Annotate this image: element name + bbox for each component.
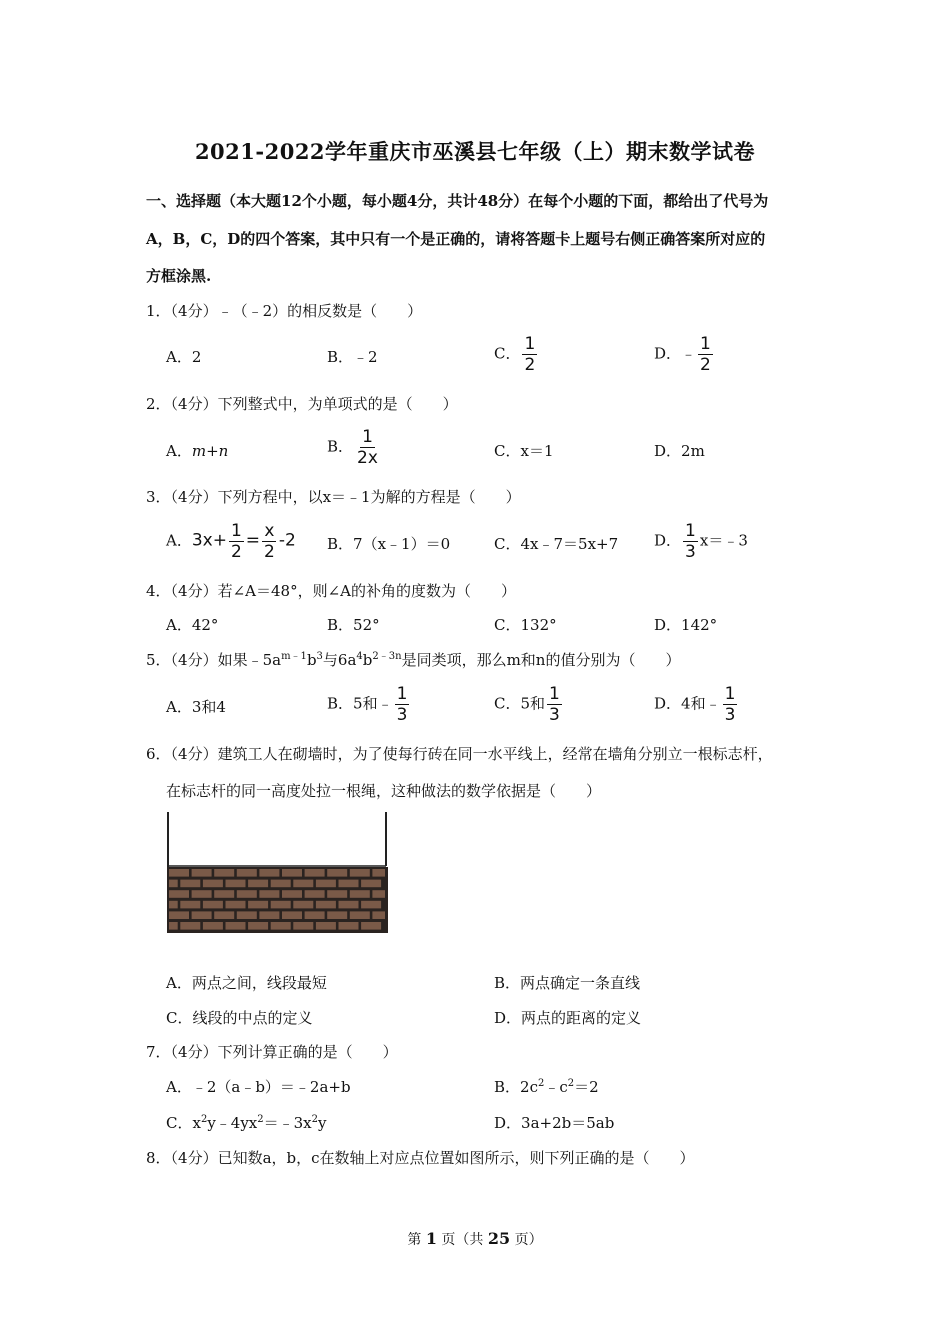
fraction: $\frac{1}{2}$ <box>524 334 536 375</box>
brick <box>271 880 291 888</box>
brick <box>169 911 189 919</box>
brick <box>361 901 381 909</box>
brick <box>203 901 223 909</box>
question-2-stem: 2．（4分）下列整式中，为单项式的是（ ） <box>146 395 458 413</box>
brick <box>169 922 178 930</box>
q6-option-d: D．两点的距离的定义 <box>494 1009 642 1027</box>
page-footer: 第 1 页（共 25 页） <box>407 1229 543 1248</box>
brick <box>169 869 189 877</box>
question-1-stem: 1．（4分）﹣（﹣2）的相反数是（ ） <box>146 302 423 320</box>
brick <box>305 890 325 898</box>
question-6-stem-line-2: 在标志杆的同一高度处拉一根绳，这种做法的数学依据是（ ） <box>166 782 602 800</box>
q1-option-d: D．﹣ $\frac{1}{2}$ <box>654 334 711 375</box>
q4-option-c: C．132° <box>494 616 557 634</box>
brick <box>203 922 223 930</box>
brick <box>192 890 212 898</box>
q6-option-b: B．两点确定一条直线 <box>494 974 641 992</box>
page-number: 1 <box>425 1229 437 1248</box>
q3-option-a: A．3x+ $\frac{1}{2}$ = $\frac{x}{2}$ -2 <box>166 521 296 562</box>
brick <box>248 880 268 888</box>
brick <box>169 880 178 888</box>
q3-option-b: B．7（x﹣1）＝0 <box>327 535 451 553</box>
brick <box>305 869 325 877</box>
q2-option-d: D．2m <box>654 442 705 460</box>
brick <box>180 922 200 930</box>
fraction: $\frac{1}{2}$ <box>700 334 711 375</box>
brick <box>271 922 291 930</box>
brick <box>293 901 313 909</box>
brick <box>169 901 178 909</box>
brick <box>316 880 336 888</box>
brick <box>282 890 302 898</box>
q5-option-b: B．5和﹣ $\frac{1}{3}$ <box>327 684 408 725</box>
brick <box>248 922 268 930</box>
brick <box>350 869 370 877</box>
page-total: 25 <box>487 1229 511 1248</box>
brick <box>327 869 347 877</box>
brick <box>361 880 381 888</box>
brick <box>180 901 200 909</box>
brick <box>226 901 246 909</box>
brick <box>316 922 336 930</box>
brick <box>350 890 370 898</box>
question-3-stem: 3．（4分）下列方程中，以x＝﹣1为解的方程是（ ） <box>146 488 521 506</box>
q2-option-b: B． $\frac{1}{2x}$ <box>327 427 378 468</box>
question-6-stem-line-1: 6．（4分）建筑工人在砌墙时，为了使每行砖在同一水平线上，经常在墙角分别立一根标志杆， <box>146 745 773 763</box>
brick <box>192 869 212 877</box>
brick <box>214 869 234 877</box>
brick <box>282 869 302 877</box>
question-4-stem: 4．（4分）若∠A＝48°，则∠A的补角的度数为（ ） <box>146 582 516 600</box>
question-5-stem: 5．（4分）如果$﹣5a^{m﹣1}b^3$与$6a^4b^{2﹣3n}$是同类项，那么m和n的值分别为（ ） <box>146 651 681 669</box>
brick <box>293 880 313 888</box>
q7-option-d: D．3a+2b＝5ab <box>494 1114 615 1132</box>
brick <box>248 901 268 909</box>
brick <box>327 890 347 898</box>
q7-option-c: C．$x^2y﹣4yx^2=﹣3x^2y$ <box>166 1114 327 1132</box>
section-instructions-line-1: 一、选择题（本大题12个小题，每小题4分，共计48分）在每个小题的下面，都给出了代号为 <box>146 192 769 210</box>
q5-option-a: A．3和4 <box>166 698 226 716</box>
brick <box>293 922 313 930</box>
q3-option-c: C．4x﹣7＝5x+7 <box>494 535 619 553</box>
q1-option-b: B．﹣2 <box>327 348 378 366</box>
page-title: 2021-2022学年重庆市巫溪县七年级（上）期末数学试卷 <box>194 139 756 164</box>
brick <box>259 890 279 898</box>
brick <box>372 911 385 919</box>
brick <box>372 869 385 877</box>
brick <box>339 901 359 909</box>
brick <box>327 911 347 919</box>
q1-option-c: C． $\frac{1}{2}$ <box>494 334 536 375</box>
brick <box>237 869 257 877</box>
question-7-stem: 7．（4分）下列计算正确的是（ ） <box>146 1043 398 1061</box>
brick <box>372 890 385 898</box>
q4-option-a: A．42° <box>166 616 219 634</box>
q2-option-a: A．m+n <box>166 442 229 460</box>
brick <box>214 890 234 898</box>
q6-option-c: C．线段的中点的定义 <box>166 1009 313 1027</box>
section-instructions-line-2: A，B，C，D的四个答案，其中只有一个是正确的，请将答题卡上题号右侧正确答案所对应的 <box>146 230 766 248</box>
brick <box>271 901 291 909</box>
brick <box>350 911 370 919</box>
q2-option-c: C．x＝1 <box>494 442 554 460</box>
brick <box>259 869 279 877</box>
q3-option-d: D． $\frac{1}{3}$ x＝﹣3 <box>654 521 748 562</box>
q4-option-d: D．142° <box>654 616 718 634</box>
q5-option-c: C．5和 $\frac{1}{3}$ <box>494 684 560 725</box>
question-8-stem: 8．（4分）已知数a，b，c在数轴上对应点位置如图所示，则下列正确的是（ ） <box>146 1149 695 1167</box>
section-instructions-line-3: 方框涂黑. <box>146 267 212 285</box>
brick-wall-figure <box>164 812 392 936</box>
brick <box>259 911 279 919</box>
brick <box>237 890 257 898</box>
fraction: $\frac{1}{2x}$ <box>357 427 378 468</box>
brick <box>361 922 381 930</box>
brick <box>226 880 246 888</box>
brick <box>214 911 234 919</box>
brick <box>282 911 302 919</box>
q7-option-b: B．$2c^2﹣c^2=2$ <box>494 1078 599 1096</box>
q5-option-d: D．4和﹣ $\frac{1}{3}$ <box>654 684 736 725</box>
q4-option-b: B．52° <box>327 616 380 634</box>
brick <box>339 922 359 930</box>
brick <box>316 901 336 909</box>
brick <box>169 890 189 898</box>
brick <box>237 911 257 919</box>
brick <box>180 880 200 888</box>
q6-option-a: A．两点之间，线段最短 <box>166 974 327 992</box>
brick <box>203 880 223 888</box>
brick <box>226 922 246 930</box>
brick <box>305 911 325 919</box>
q7-option-a: A．﹣2（a﹣b）＝﹣2a+b <box>166 1078 351 1096</box>
q1-option-a: A．2 <box>166 348 202 366</box>
brick <box>339 880 359 888</box>
brick <box>192 911 212 919</box>
